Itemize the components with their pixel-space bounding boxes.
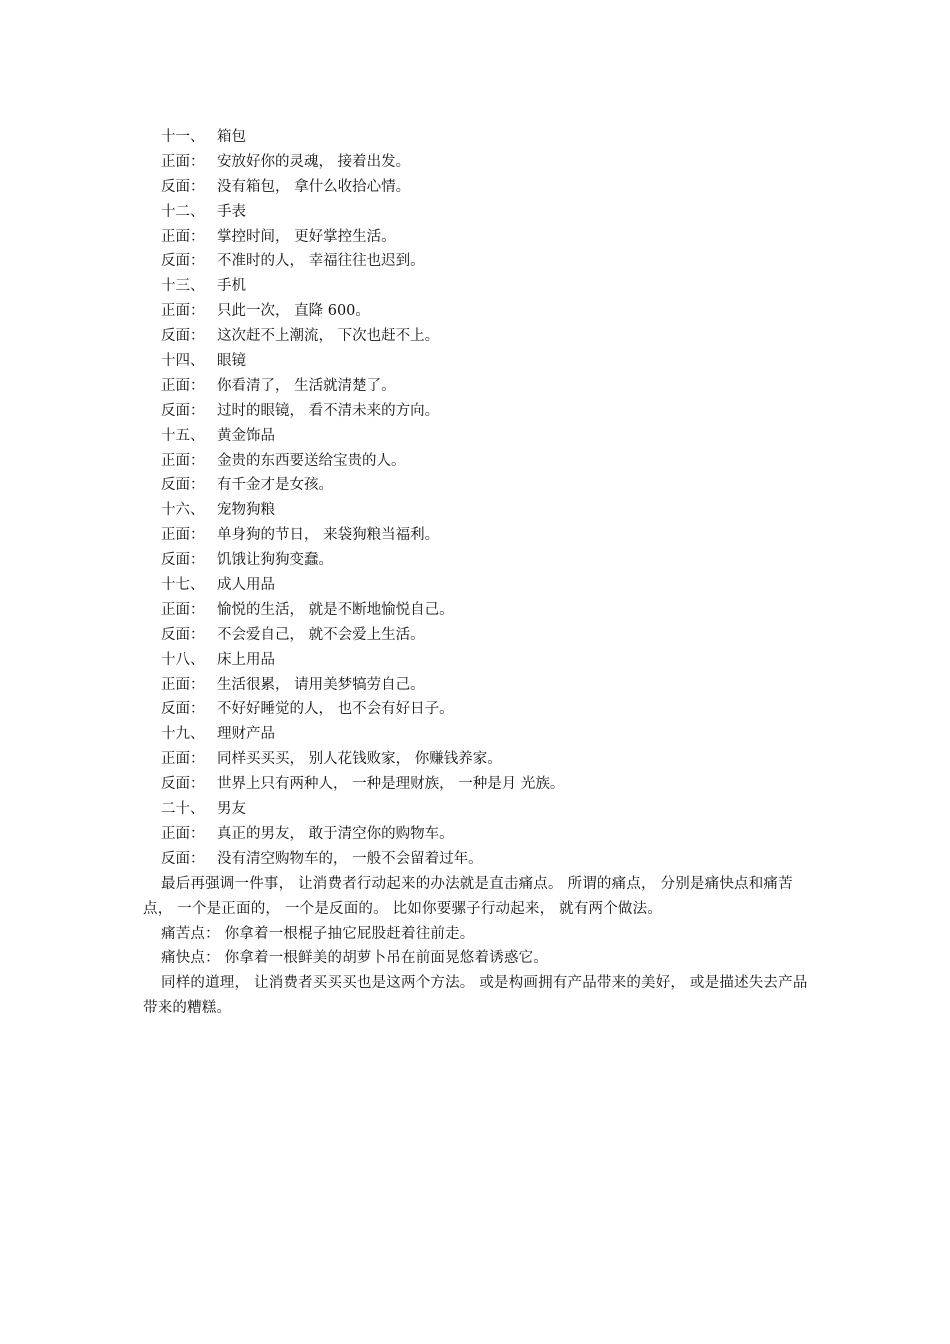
item-text: 箱包 (217, 129, 246, 145)
item-label: 十三、 (161, 278, 205, 295)
item-label: 正面： (161, 751, 205, 768)
item-text: 理财产品 (217, 726, 275, 743)
item-text: 安放好你的灵魂， 接着出发。 (217, 153, 411, 170)
item-label: 正面： (161, 601, 205, 618)
item-text: 单身狗的节日， 来袋狗粮当福利。 (217, 527, 440, 544)
item-text: 没有箱包， 拿什么收拾心情。 (217, 178, 411, 195)
item-heading (143, 573, 813, 598)
item-heading (143, 648, 813, 673)
item-text: 床上用品 (217, 651, 275, 668)
item-label: 十四、 (161, 353, 205, 370)
item-negative (143, 697, 813, 722)
item-label: 正面： (161, 228, 205, 245)
item-text: 有千金才是女孩。 (217, 477, 333, 494)
item-label: 反面： (161, 850, 205, 867)
item-text: 手机 (217, 278, 246, 295)
item-text: 这次赶不上潮流， 下次也赶不上。 (217, 328, 440, 345)
item-text: 眼镜 (217, 353, 246, 370)
item-label: 二十、 (161, 801, 205, 818)
item-label: 正面： (161, 377, 205, 394)
item-negative (143, 473, 813, 498)
item-label: 反面： (161, 253, 205, 270)
item-text: 宠物狗粮 (217, 502, 275, 519)
item-negative (143, 175, 813, 200)
item-label: 十二、 (161, 203, 205, 220)
summary-paragraph: 同样的道理， 让消费者买买买也是这两个方法。 或是构画拥有产品带来的美好， 或是描述失去产品带来的糟糕。 (143, 975, 808, 1017)
item-text: 愉悦的生活， 就是不断地愉悦自己。 (217, 601, 454, 618)
item-positive (143, 822, 813, 847)
item-positive (143, 299, 813, 324)
item-positive (143, 150, 813, 175)
item-label: 十九、 (161, 726, 205, 743)
item-text: 金贵的东西要送给宝贵的人。 (217, 452, 406, 469)
item-positive (143, 523, 813, 548)
item-positive (143, 225, 813, 250)
item-label: 反面： (161, 701, 205, 718)
closing-paragraph: 最后再强调一件事， 让消费者行动起来的办法就是直击痛点。 所谓的痛点， 分别是痛快点和痛苦点， 一个是正面的， 一个是反面的。 比如你要骡子行动起来， 就有两个做法。 (143, 875, 793, 917)
item-text: 过时的眼镜， 看不清未来的方向。 (217, 402, 440, 419)
item-positive (143, 449, 813, 474)
item-negative (143, 772, 813, 797)
item-label: 十五、 (161, 427, 205, 444)
item-text: 不好好睡觉的人， 也不会有好日子。 (217, 701, 454, 718)
item-positive (143, 673, 813, 698)
item-negative (143, 399, 813, 424)
item-label: 正面： (161, 452, 205, 469)
item-heading (143, 498, 813, 523)
item-label: 反面： (161, 178, 205, 195)
item-text: 不会爱自己， 就不会爱上生活。 (217, 626, 425, 643)
item-text: 成人用品 (217, 577, 275, 594)
item-label: 正面： (161, 527, 205, 544)
item-text: 真正的男友， 敢于清空你的购物车。 (217, 825, 454, 842)
item-negative (143, 623, 813, 648)
item-text: 不准时的人， 幸福往往也迟到。 (217, 253, 425, 270)
item-text: 世界上只有两种人， 一种是理财族， 一种是月 光族。 (217, 776, 565, 793)
document-body (143, 125, 813, 1021)
item-text: 掌控时间， 更好掌控生活。 (217, 228, 396, 245)
item-label: 十六、 (161, 502, 205, 519)
item-positive (143, 747, 813, 772)
item-heading (143, 274, 813, 299)
item-label: 十八、 (161, 651, 205, 668)
item-label: 十一、 (161, 129, 205, 145)
item-text: 男友 (217, 801, 246, 818)
item-label: 正面： (161, 825, 205, 842)
item-label: 反面： (161, 552, 205, 569)
item-heading (143, 797, 813, 822)
item-label: 反面： (161, 626, 205, 643)
item-heading (143, 349, 813, 374)
pain-point-paragraph: 痛苦点： 你拿着一根棍子抽它屁股赶着往前走。 (161, 925, 475, 942)
item-label: 反面： (161, 477, 205, 494)
item-text: 手表 (217, 203, 246, 220)
item-text: 只此一次， 直降 600。 (217, 303, 370, 320)
item-label: 反面： (161, 776, 205, 793)
item-label: 正面： (161, 303, 205, 320)
item-heading (143, 424, 813, 449)
item-text: 黄金饰品 (217, 427, 275, 444)
item-label: 反面： (161, 328, 205, 345)
item-negative (143, 324, 813, 349)
item-positive (143, 598, 813, 623)
item-heading (143, 200, 813, 225)
pleasure-point-paragraph: 痛快点： 你拿着一根鲜美的胡萝卜吊在前面晃悠着诱惑它。 (161, 950, 549, 967)
item-label: 十七、 (161, 577, 205, 594)
item-negative (143, 847, 813, 872)
item-heading (143, 722, 813, 747)
item-text: 饥饿让狗狗变蠢。 (217, 552, 333, 569)
item-negative (143, 548, 813, 573)
item-label: 正面： (161, 153, 205, 170)
item-heading (143, 125, 813, 150)
item-negative (143, 249, 813, 274)
item-positive (143, 374, 813, 399)
item-text: 没有清空购物车的， 一般不会留着过年。 (217, 850, 483, 867)
item-text: 你看清了， 生活就清楚了。 (217, 377, 396, 394)
item-text: 同样买买买， 别人花钱败家， 你赚钱养家。 (217, 751, 502, 768)
item-text: 生活很累， 请用美梦犒劳自己。 (217, 676, 425, 693)
item-label: 正面： (161, 676, 205, 693)
item-label: 反面： (161, 402, 205, 419)
